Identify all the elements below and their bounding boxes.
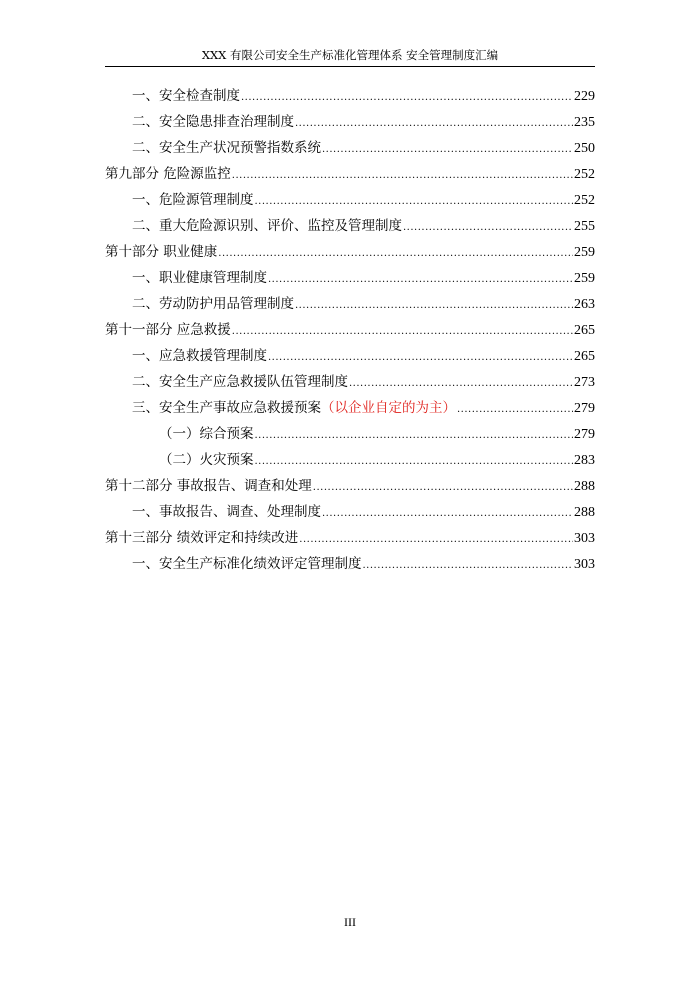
toc-dot-leader [299, 527, 573, 553]
toc-entry[interactable] [105, 265, 595, 291]
toc-entry-page: 265 [574, 323, 595, 338]
toc-entry-label: 第十二部分 事故报告、调查和处理 [105, 478, 312, 494]
toc-entry-label: 第十一部分 应急救援 [105, 322, 231, 338]
toc-entry-page: 252 [574, 167, 595, 182]
toc-entry-page: 235 [574, 115, 595, 130]
toc-entry-label: （一）综合预案 [159, 426, 254, 442]
toc-entry[interactable] [105, 369, 595, 395]
toc-entry-label: 二、劳动防护用品管理制度 [132, 296, 294, 312]
toc-entry-label: 一、危险源管理制度 [132, 192, 254, 208]
toc-entry[interactable] [105, 187, 595, 213]
toc-entry-page: 279 [574, 401, 595, 416]
toc-entry[interactable] [105, 395, 595, 421]
toc-entry-label: 二、安全生产状况预警指数系统 [132, 140, 321, 156]
toc-dot-leader [255, 189, 574, 215]
toc-entry-label [132, 395, 456, 421]
toc-dot-leader [403, 215, 573, 241]
toc-entry-page: 250 [574, 141, 595, 156]
toc-dot-leader [232, 319, 573, 345]
toc-entry-page: 288 [574, 505, 595, 520]
toc-dot-leader [457, 397, 573, 423]
toc-entry[interactable] [105, 343, 595, 369]
toc-dot-leader [218, 241, 573, 267]
table-of-contents [105, 83, 595, 577]
toc-entry[interactable] [105, 317, 595, 343]
toc-entry[interactable] [105, 291, 595, 317]
toc-entry-label: （二）火灾预案 [159, 452, 254, 468]
toc-entry[interactable] [105, 213, 595, 239]
toc-entry-page: 303 [574, 557, 595, 572]
page-number: III [344, 915, 356, 929]
toc-entry-page: 263 [574, 297, 595, 312]
toc-entry-page: 283 [574, 453, 595, 468]
toc-entry[interactable] [105, 239, 595, 265]
toc-entry-page: 229 [574, 89, 595, 104]
toc-entry-page: 265 [574, 349, 595, 364]
toc-entry-page: 255 [574, 219, 595, 234]
toc-entry-label: 一、安全生产标准化绩效评定管理制度 [132, 556, 362, 572]
toc-dot-leader [295, 111, 573, 137]
toc-entry[interactable] [105, 473, 595, 499]
toc-entry-page: 273 [574, 375, 595, 390]
toc-entry-label: 第十三部分 绩效评定和持续改进 [105, 530, 299, 546]
toc-entry-label: 一、事故报告、调查、处理制度 [132, 504, 321, 520]
header-title: XXX 有限公司安全生产标准化管理体系 安全管理制度汇编 [201, 48, 499, 62]
toc-entry[interactable] [105, 109, 595, 135]
toc-dot-leader [241, 85, 573, 111]
toc-entry[interactable] [105, 447, 595, 473]
toc-dot-leader [255, 423, 574, 449]
toc-entry-label: 一、应急救援管理制度 [132, 348, 267, 364]
toc-entry-page: 252 [574, 193, 595, 208]
toc-entry-label-text: 三、安全生产事故应急救援预案 [132, 400, 321, 416]
toc-entry[interactable] [105, 83, 595, 109]
toc-dot-leader [268, 345, 573, 371]
toc-entry-label: 二、安全隐患排查治理制度 [132, 114, 294, 130]
toc-dot-leader [268, 267, 573, 293]
toc-entry[interactable] [105, 551, 595, 577]
toc-entry-note: （以企业自定的为主） [321, 400, 456, 416]
toc-dot-leader [349, 371, 573, 397]
toc-dot-leader [313, 475, 573, 501]
toc-dot-leader [363, 553, 574, 579]
toc-dot-leader [232, 163, 573, 189]
toc-entry-page: 259 [574, 271, 595, 286]
toc-entry-page: 288 [574, 479, 595, 494]
toc-entry-label: 第十部分 职业健康 [105, 244, 218, 260]
page-header [105, 44, 595, 67]
toc-entry-label: 一、安全检查制度 [132, 88, 240, 104]
toc-dot-leader [255, 449, 574, 475]
toc-entry-label: 二、安全生产应急救援队伍管理制度 [132, 374, 348, 390]
toc-entry[interactable] [105, 525, 595, 551]
toc-entry-label: 一、职业健康管理制度 [132, 270, 267, 286]
toc-entry-page: 259 [574, 245, 595, 260]
toc-entry[interactable] [105, 421, 595, 447]
toc-entry-page: 303 [574, 531, 595, 546]
toc-entry[interactable] [105, 499, 595, 525]
toc-dot-leader [322, 501, 573, 527]
toc-dot-leader [322, 137, 573, 163]
toc-entry-label: 二、重大危险源识别、评价、监控及管理制度 [132, 218, 402, 234]
toc-entry-page: 279 [574, 427, 595, 442]
toc-entry-label: 第九部分 危险源监控 [105, 166, 231, 182]
toc-entry[interactable] [105, 161, 595, 187]
toc-dot-leader [295, 293, 573, 319]
toc-entry[interactable] [105, 135, 595, 161]
